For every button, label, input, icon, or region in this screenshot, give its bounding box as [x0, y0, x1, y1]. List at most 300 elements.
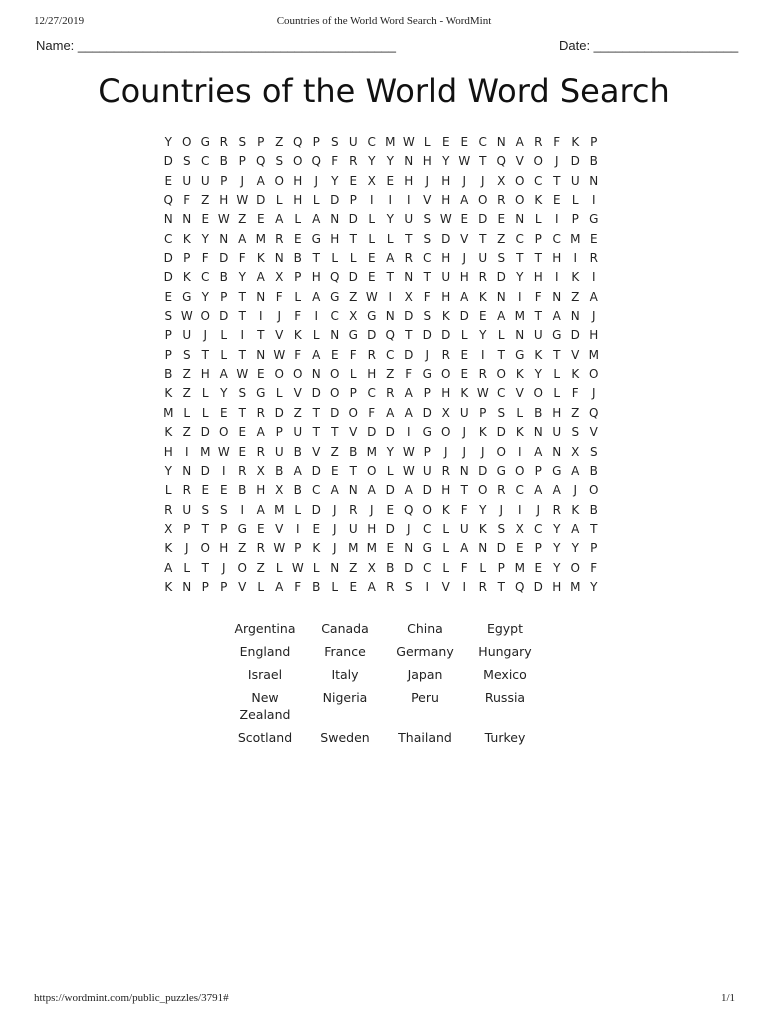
grid-letter: W	[273, 541, 286, 556]
grid-letter: K	[515, 367, 524, 382]
grid-letter: Z	[275, 135, 284, 149]
grid-letter: C	[552, 231, 561, 246]
grid-letter: Y	[220, 386, 228, 401]
grid-letter: I	[517, 289, 522, 304]
grid-letter: L	[312, 193, 320, 208]
grid-letter: I	[184, 444, 189, 459]
grid-letter: S	[219, 502, 228, 517]
grid-letter: R	[275, 231, 284, 246]
word-list-item: Argentina	[234, 621, 296, 636]
grid-letter: O	[293, 154, 303, 169]
grid-letter: R	[219, 135, 228, 149]
grid-letter: R	[552, 502, 561, 517]
word-list-item: Egypt	[486, 621, 524, 636]
grid-letter: P	[534, 231, 542, 246]
grid-letter: I	[554, 212, 559, 227]
grid-letter: A	[256, 425, 265, 440]
grid-row	[159, 423, 603, 442]
grid-letter: D	[496, 425, 506, 440]
grid-letter: P	[257, 135, 265, 149]
grid-letter: E	[219, 483, 228, 498]
grid-letter: Q	[404, 502, 414, 517]
grid-letter: P	[220, 521, 228, 536]
grid-letter: F	[294, 347, 302, 362]
grid-letter: U	[533, 328, 543, 343]
grid-letter: E	[441, 135, 450, 149]
grid-letter: E	[256, 367, 265, 382]
grid-letter: O	[422, 502, 432, 517]
grid-letter: U	[182, 502, 192, 517]
grid-letter: W	[217, 444, 230, 459]
grid-letter: A	[367, 579, 376, 594]
grid-letter: I	[554, 270, 559, 285]
grid-letter: T	[238, 289, 246, 304]
grid-letter: N	[478, 541, 488, 556]
grid-letter: O	[219, 425, 229, 440]
grid-letter: L	[294, 289, 302, 304]
grid-letter: N	[256, 289, 266, 304]
grid-letter: I	[258, 309, 263, 324]
grid-letter: J	[480, 444, 485, 459]
grid-letter: U	[182, 173, 192, 188]
word-list-item: New Zealand	[239, 690, 291, 722]
grid-letter: N	[515, 328, 525, 343]
grid-letter: L	[220, 328, 228, 343]
grid-letter: T	[423, 270, 431, 285]
grid-letter: W	[180, 309, 193, 324]
grid-letter: R	[182, 483, 191, 498]
grid-letter: I	[573, 251, 578, 266]
grid-letter: C	[201, 154, 210, 169]
grid-letter: O	[182, 135, 192, 149]
grid-letter: D	[441, 328, 451, 343]
grid-letter: H	[441, 193, 451, 208]
grid-letter: T	[460, 483, 468, 498]
grid-letter: L	[442, 560, 450, 575]
grid-row	[159, 443, 603, 462]
grid-letter: P	[497, 560, 505, 575]
grid-letter: D	[478, 212, 488, 227]
grid-row	[159, 539, 603, 558]
grid-letter: T	[349, 463, 357, 478]
grid-letter: R	[478, 270, 487, 285]
grid-letter: G	[422, 425, 432, 440]
grid-letter: Y	[238, 270, 246, 285]
grid-letter: E	[478, 309, 487, 324]
grid-letter: E	[349, 173, 358, 188]
grid-letter: N	[404, 541, 414, 556]
grid-letter: T	[497, 579, 505, 594]
grid-letter: Y	[479, 328, 487, 343]
grid-letter: L	[201, 405, 209, 420]
grid-letter: C	[423, 560, 432, 575]
grid-letter: H	[441, 173, 451, 188]
grid-letter: O	[348, 405, 358, 420]
grid-letter: H	[293, 193, 303, 208]
grid-letter: I	[314, 309, 319, 324]
grid-letter: H	[459, 270, 469, 285]
grid-letter: X	[404, 289, 413, 304]
grid-letter: B	[312, 579, 321, 594]
grid-letter: M	[255, 231, 266, 246]
grid-letter: H	[441, 289, 451, 304]
grid-letter: E	[386, 502, 395, 517]
grid-letter: U	[459, 405, 469, 420]
grid-letter: O	[200, 309, 210, 324]
grid-letter: R	[238, 463, 247, 478]
grid-letter: A	[312, 347, 321, 362]
grid-letter: A	[552, 483, 561, 498]
grid-letter: K	[164, 425, 173, 440]
grid-letter: M	[366, 444, 377, 459]
grid-letter: I	[591, 270, 596, 285]
grid-row	[159, 210, 603, 229]
grid-letter: G	[348, 328, 358, 343]
grid-letter: H	[441, 251, 451, 266]
grid-letter: Q	[385, 328, 395, 343]
grid-row	[159, 307, 603, 326]
grid-letter: R	[256, 405, 265, 420]
grid-letter: T	[479, 231, 487, 246]
grid-letter: H	[163, 444, 173, 459]
grid-letter: T	[497, 347, 505, 362]
grid-letter: D	[200, 425, 210, 440]
grid-letter: F	[331, 154, 339, 169]
grid-letter: O	[533, 154, 543, 169]
grid-letter: T	[238, 347, 246, 362]
grid-letter: F	[294, 309, 302, 324]
grid-letter: D	[478, 463, 488, 478]
grid-letter: A	[275, 212, 284, 227]
grid-letter: R	[386, 386, 395, 401]
grid-letter: K	[256, 251, 265, 266]
grid-letter: L	[442, 521, 450, 536]
grid-letter: K	[478, 521, 487, 536]
grid-letter: C	[478, 135, 487, 149]
grid-letter: P	[183, 251, 191, 266]
word-list-item: Japan	[407, 667, 443, 682]
grid-letter: I	[406, 193, 411, 208]
grid-letter: L	[312, 560, 320, 575]
grid-letter: N	[330, 328, 340, 343]
grid-letter: P	[479, 405, 487, 420]
grid-letter: S	[423, 212, 432, 227]
grid-letter: R	[367, 347, 376, 362]
grid-letter: B	[219, 270, 228, 285]
grid-letter: Y	[479, 502, 487, 517]
grid-letter: O	[237, 560, 247, 575]
grid-letter: B	[219, 154, 228, 169]
grid-letter: X	[497, 173, 506, 188]
grid-letter: D	[404, 309, 414, 324]
grid-letter: D	[163, 154, 173, 169]
grid-letter: U	[459, 521, 469, 536]
grid-letter: E	[460, 347, 469, 362]
grid-row	[159, 520, 603, 539]
grid-letter: N	[256, 347, 266, 362]
grid-letter: O	[330, 386, 340, 401]
grid-letter: O	[441, 425, 451, 440]
grid-row	[159, 384, 603, 403]
grid-letter: Q	[496, 154, 506, 169]
grid-letter: P	[238, 154, 246, 169]
grid-letter: Q	[515, 579, 525, 594]
grid-letter: H	[219, 541, 229, 556]
grid-letter: I	[517, 444, 522, 459]
grid-letter: L	[349, 367, 357, 382]
grid-letter: T	[238, 405, 246, 420]
grid-letter: Z	[238, 541, 247, 556]
grid-letter: A	[312, 212, 321, 227]
grid-letter: V	[238, 579, 247, 594]
grid-letter: D	[385, 483, 395, 498]
grid-letter: E	[219, 405, 228, 420]
grid-letter: P	[423, 386, 431, 401]
grid-letter: A	[293, 463, 302, 478]
grid-letter: N	[570, 309, 580, 324]
grid-letter: P	[183, 521, 191, 536]
grid-row	[159, 404, 603, 423]
grid-letter: F	[183, 193, 191, 208]
grid-letter: K	[441, 309, 450, 324]
grid-letter: T	[201, 521, 209, 536]
grid-letter: E	[201, 483, 210, 498]
grid-letter: A	[404, 483, 413, 498]
grid-letter: L	[201, 386, 209, 401]
grid-letter: E	[164, 173, 173, 188]
grid-letter: S	[571, 425, 580, 440]
grid-letter: V	[423, 193, 432, 208]
grid-letter: T	[553, 173, 561, 188]
grid-letter: K	[293, 328, 302, 343]
grid-letter: O	[478, 483, 488, 498]
grid-letter: L	[553, 367, 561, 382]
grid-letter: S	[497, 405, 506, 420]
grid-letter: P	[220, 173, 228, 188]
grid-letter: Y	[386, 444, 394, 459]
grid-letter: C	[367, 135, 376, 149]
grid-letter: K	[571, 502, 580, 517]
grid-letter: O	[589, 483, 599, 498]
grid-letter: Z	[182, 425, 191, 440]
grid-letter: Z	[330, 444, 339, 459]
grid-letter: Y	[516, 270, 524, 285]
grid-letter: J	[425, 173, 430, 188]
grid-letter: N	[589, 173, 599, 188]
grid-letter: X	[367, 173, 376, 188]
grid-letter: F	[294, 579, 302, 594]
grid-letter: C	[312, 483, 321, 498]
grid-letter: Y	[368, 154, 376, 169]
grid-letter: O	[496, 444, 506, 459]
grid-letter: G	[552, 463, 562, 478]
grid-letter: A	[534, 483, 543, 498]
grid-letter: E	[386, 173, 395, 188]
grid-letter: L	[275, 560, 283, 575]
grid-letter: E	[367, 251, 376, 266]
grid-letter: W	[236, 193, 249, 208]
grid-letter: W	[365, 289, 378, 304]
grid-letter: T	[312, 405, 320, 420]
grid-letter: B	[386, 560, 395, 575]
grid-letter: E	[256, 212, 265, 227]
grid-letter: L	[257, 579, 265, 594]
grid-letter: D	[163, 270, 173, 285]
grid-letter: U	[182, 328, 192, 343]
grid-letter: H	[256, 483, 266, 498]
grid-letter: O	[478, 193, 488, 208]
grid-letter: F	[590, 560, 598, 575]
grid-letter: J	[443, 444, 448, 459]
grid-letter: P	[164, 328, 172, 343]
word-list-item: Thailand	[398, 730, 452, 745]
grid-letter: A	[515, 135, 524, 149]
grid-row	[159, 249, 603, 268]
grid-letter: D	[422, 405, 432, 420]
grid-letter: A	[238, 231, 247, 246]
grid-letter: A	[571, 463, 580, 478]
grid-letter: O	[274, 367, 284, 382]
grid-letter: E	[238, 425, 247, 440]
grid-letter: N	[219, 231, 229, 246]
grid-letter: Y	[534, 367, 542, 382]
grid-row	[159, 133, 603, 152]
grid-letter: F	[238, 251, 246, 266]
grid-row	[159, 326, 603, 345]
grid-letter: Z	[497, 231, 506, 246]
grid-letter: X	[275, 483, 284, 498]
grid-letter: R	[349, 502, 358, 517]
grid-letter: E	[460, 212, 469, 227]
grid-letter: A	[256, 502, 265, 517]
date-field: Date: ____________________	[559, 38, 739, 53]
grid-letter: A	[312, 289, 321, 304]
grid-letter: D	[385, 521, 395, 536]
grid-letter: N	[274, 251, 284, 266]
grid-letter: C	[515, 231, 524, 246]
grid-letter: G	[330, 289, 340, 304]
grid-letter: P	[590, 135, 598, 149]
grid-letter: V	[441, 579, 450, 594]
grid-letter: G	[552, 328, 562, 343]
grid-letter: Z	[201, 193, 210, 208]
grid-letter: N	[459, 463, 469, 478]
grid-letter: W	[476, 386, 489, 401]
grid-letter: F	[553, 135, 561, 149]
grid-letter: L	[183, 405, 191, 420]
grid-letter: I	[369, 193, 374, 208]
grid-letter: R	[478, 367, 487, 382]
grid-letter: Z	[386, 367, 395, 382]
grid-letter: A	[219, 367, 228, 382]
word-list-item: England	[239, 644, 291, 659]
grid-letter: E	[330, 347, 339, 362]
grid-letter: F	[368, 405, 376, 420]
grid-letter: N	[404, 270, 414, 285]
grid-letter: L	[331, 579, 339, 594]
grid-letter: Y	[442, 154, 450, 169]
grid-letter: S	[330, 135, 339, 149]
grid-letter: Y	[164, 463, 172, 478]
grid-letter: J	[203, 328, 208, 343]
grid-letter: Y	[164, 135, 172, 149]
grid-letter: L	[183, 560, 191, 575]
grid-letter: N	[515, 212, 525, 227]
grid-letter: D	[533, 579, 543, 594]
grid-letter: Y	[553, 521, 561, 536]
grid-letter: H	[219, 193, 229, 208]
grid-letter: L	[534, 212, 542, 227]
grid-letter: K	[164, 541, 173, 556]
grid-letter: P	[201, 579, 209, 594]
word-list-item: Hungary	[478, 644, 532, 659]
grid-letter: Q	[311, 154, 321, 169]
grid-letter: L	[516, 405, 524, 420]
grid-letter: K	[515, 425, 524, 440]
grid-row	[159, 191, 603, 210]
word-list-item: Canada	[321, 621, 369, 636]
grid-letter: L	[460, 328, 468, 343]
grid-letter: Y	[331, 173, 339, 188]
word-list-item: Turkey	[484, 730, 526, 745]
grid-letter: O	[515, 463, 525, 478]
grid-letter: P	[349, 386, 357, 401]
grid-letter: L	[294, 502, 302, 517]
grid-letter: U	[200, 173, 210, 188]
grid-letter: T	[553, 347, 561, 362]
grid-letter: D	[219, 251, 229, 266]
grid-letter: J	[221, 560, 226, 575]
grid-letter: J	[554, 154, 559, 169]
grid-letter: N	[330, 560, 340, 575]
grid-letter: F	[275, 289, 283, 304]
grid-letter: B	[293, 483, 302, 498]
grid-letter: K	[182, 270, 191, 285]
grid-letter: L	[386, 463, 394, 478]
grid-letter: Z	[182, 386, 191, 401]
grid-letter: B	[589, 154, 598, 169]
grid-letter: O	[496, 367, 506, 382]
grid-letter: A	[386, 251, 395, 266]
grid-letter: N	[182, 212, 192, 227]
grid-letter: R	[534, 135, 543, 149]
grid-letter: E	[349, 579, 358, 594]
letter-grid	[159, 133, 603, 597]
grid-letter: U	[404, 212, 414, 227]
grid-letter: M	[274, 502, 285, 517]
grid-letter: N	[182, 463, 192, 478]
grid-letter: G	[496, 463, 506, 478]
grid-letter: Y	[386, 212, 394, 227]
grid-letter: E	[293, 231, 302, 246]
grid-letter: S	[497, 521, 506, 536]
grid-letter: R	[256, 444, 265, 459]
word-list-item: Nigeria	[322, 690, 368, 705]
grid-letter: D	[311, 386, 321, 401]
grid-letter: T	[405, 231, 413, 246]
grid-letter: V	[293, 386, 302, 401]
grid-letter: F	[349, 347, 357, 362]
grid-letter: K	[478, 289, 487, 304]
grid-letter: M	[570, 231, 581, 246]
grid-letter: N	[404, 154, 414, 169]
grid-letter: U	[552, 425, 562, 440]
grid-letter: C	[201, 270, 210, 285]
grid-letter: A	[256, 173, 265, 188]
grid-letter: M	[514, 560, 525, 575]
grid-letter: S	[423, 231, 432, 246]
grid-letter: L	[164, 483, 172, 498]
